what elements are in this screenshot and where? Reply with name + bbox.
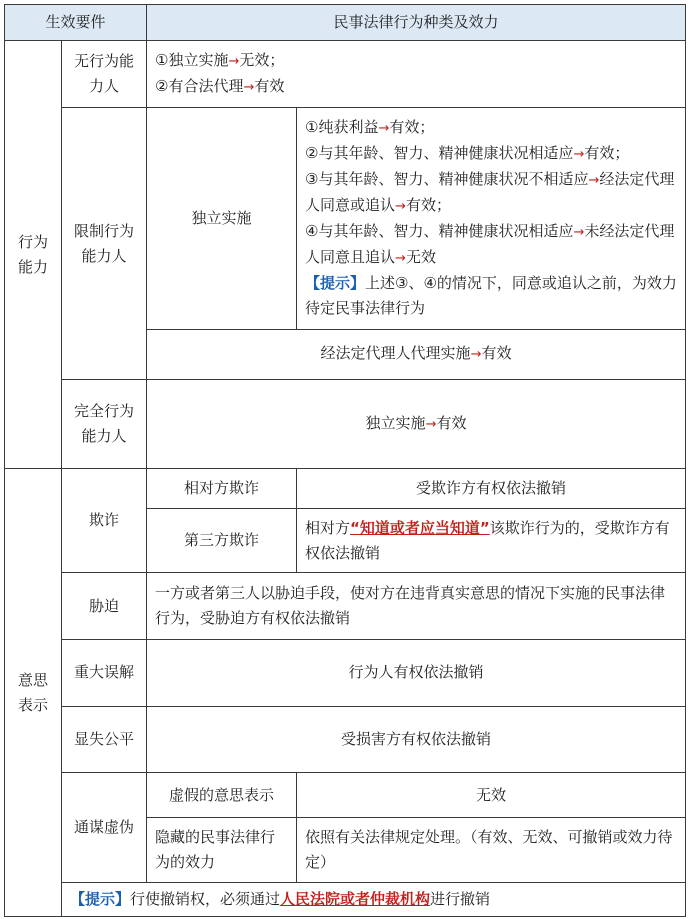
group-capacity: 行为能力	[5, 41, 62, 469]
header-types-and-effect: 民事法律行为种类及效力	[147, 5, 686, 41]
arrow-icon: →	[470, 347, 482, 363]
sham-false-label: 虚假的意思表示	[147, 773, 297, 817]
header-requirement: 生效要件	[5, 5, 147, 41]
fraud-counterparty-effect: 受欺诈方有权依法撤销	[297, 469, 686, 509]
arrow-icon: →	[425, 417, 437, 433]
arrow-icon: →	[573, 225, 585, 241]
label-duress: 胁迫	[62, 573, 147, 640]
tip-badge: 【提示】	[70, 889, 131, 908]
no-capacity-effect: ①独立实施→无效； ②有合法代理→有效	[147, 41, 686, 108]
table-row	[5, 380, 686, 469]
sham-hidden-effect: 依照有关法律规定处理。（有效、无效、可撤销或效力待定）	[297, 817, 686, 882]
sham-hidden-label: 隐藏的民事法律行为的效力	[147, 817, 297, 882]
table-row	[5, 639, 686, 706]
table-row	[5, 573, 686, 640]
arrow-icon: →	[588, 173, 600, 189]
limited-independent-effects: ①纯获利益→有效； ②与其年龄、智力、精神健康状况相适应→有效； ③与其年龄、智力、精神健康状况不相适应→经法定代理人同意或追认→有效； ④与其年龄、智力、精神健康状况相适应→未经法定代理人同意且追认→无效 【提示】上述③、④的情况下，同意或追认之前，为效力待定民事法律行为	[297, 108, 686, 329]
fraud-counterparty-label: 相对方欺诈	[147, 469, 297, 509]
table-row	[5, 882, 686, 916]
legal-act-validity-table	[4, 4, 686, 917]
limited-agent-effect: 经法定代理人代理实施→有效	[147, 329, 686, 380]
emphasis-text: “知道或者应当知道”	[350, 518, 490, 537]
table-row	[5, 108, 686, 329]
unfair-effect: 受损害方有权依法撤销	[147, 706, 686, 773]
sham-false-effect: 无效	[297, 773, 686, 817]
table-row	[5, 706, 686, 773]
duress-effect: 一方或者第三人以胁迫手段，使对方在违背真实意思的情况下实施的民事法律行为，受胁迫方有权依法撤销	[147, 573, 686, 640]
arrow-icon: →	[395, 199, 406, 215]
arrow-icon: →	[395, 251, 406, 267]
arrow-icon: →	[228, 54, 240, 70]
label-major-mistake: 重大误解	[62, 639, 147, 706]
label-sham: 通谋虚伪	[62, 773, 147, 882]
label-full-capacity: 完全行为能力人	[62, 380, 147, 469]
footer-tip: 【提示】行使撤销权，必须通过人民法院或者仲裁机构进行撤销	[62, 882, 686, 916]
table-row	[5, 469, 686, 509]
arrow-icon: →	[243, 80, 255, 96]
emphasis-text: 人民法院或者仲裁机构	[280, 889, 431, 908]
label-unfair: 显失公平	[62, 706, 147, 773]
arrow-icon: →	[573, 147, 585, 163]
table-row	[5, 773, 686, 817]
group-intent: 意思表示	[5, 469, 62, 917]
label-no-capacity: 无行为能力人	[62, 41, 147, 108]
table-header-row	[5, 5, 686, 41]
label-fraud: 欺诈	[62, 469, 147, 573]
full-capacity-effect: 独立实施→有效	[147, 380, 686, 469]
tip-badge: 【提示】	[305, 274, 366, 293]
limited-independent-label: 独立实施	[147, 108, 297, 329]
arrow-icon: →	[378, 121, 390, 137]
table-row	[5, 41, 686, 108]
major-mistake-effect: 行为人有权依法撤销	[147, 639, 686, 706]
fraud-third-party-effect: 相对方“知道或者应当知道”该欺诈行为的，受欺诈方有权依法撤销	[297, 509, 686, 573]
label-limited-capacity: 限制行为能力人	[62, 108, 147, 380]
fraud-third-party-label: 第三方欺诈	[147, 509, 297, 573]
